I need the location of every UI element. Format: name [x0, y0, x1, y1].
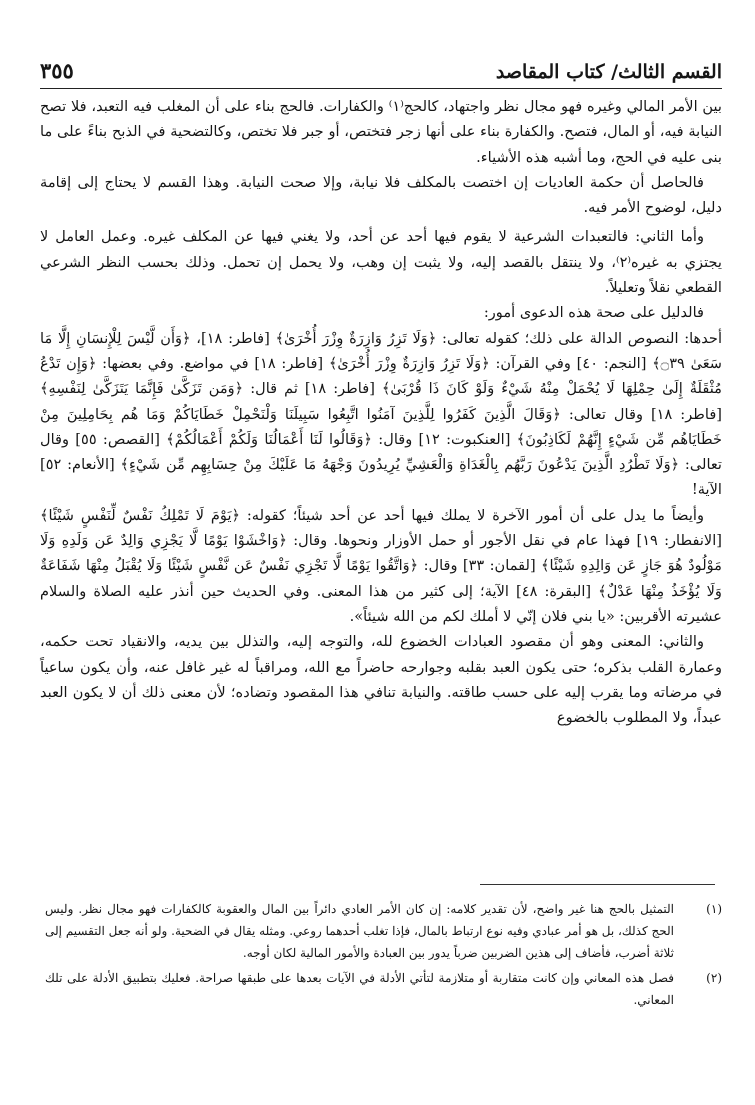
paragraph-6: وأيضاً ما يدل على أن أمور الآخرة لا يملك فيها أحد عن أحد شيئاً؛ كقوله: ﴿يَوْمَ لَا تَمْلِكُ نَفْسٌ لِّنَفْسٍ شَيْئًا﴾ [الانفطار: ١٩] فهذا عام في نقل الأجور أو حمل الأوزار ونحوها. وقال: ﴿وَاخْشَوْا يَوْمًا لَّا يَجْزِي وَالِدٌ عَن وَلَدِهِ وَلَا مَوْلُودٌ هُوَ جَازٍ عَن وَالِدِهِ شَيْئًا﴾ [لقمان: ٣٣] وقال: ﴿وَاتَّقُوا يَوْمًا لَّا تَجْزِي نَفْسٌ عَن نَّفْسٍ شَيْئًا وَلَا يُقْبَلُ مِنْهَا شَفَاعَةٌ وَلَا يُؤْخَذُ مِنْهَا عَدْلٌ﴾ [البقرة: ٤٨] الآية؛ إلى كثير من هذا المعنى. وفي الحديث حين أنذر عليه الصلاة والسلام عشيرته الأقربين: «يا بني فلان إنّي لا أملك لكم من الله شيئاً».	[40, 506, 722, 625]
footnote-text: التمثيل بالحج هنا غير واضح، لأن تقدير كلامه: إن كان الأمر العادي دائراً بين المال والعقوبة كالكفارات فهو مجال نظر. وليس الحج كذلك، بل هو أمر عبادي وفيه نوع ارتباط بالمال، فإذا تغلب أحدهما روعي. ومثله يقال في الضحية. ولو أنه جعل التقسيم إلى ثلاثة أضرب، فأضاف إلى هذين الضربين ضرباً يدور بين العبادة والأمور المالية لكان أوجه.	[45, 902, 674, 960]
paragraph-7: والثاني: المعنى وهو أن مقصود العبادات الخضوع لله، والتوجه إليه، والتذلل بين يديه، والانقياد تحت حكمه، وعمارة القلب بذكره؛ حتى يكون العبد بقلبه وجوارحه حاضراً مع الله، ومراقباً له غير غافل عنه، وأن يكون ساعياً في مرضاته وما يقرب إليه على حسب طاقته. والنيابة تنافي هذا المقصود وتضاده؛ لأن معنى ذلك أن لا يكون العبد عبداً، ولا المطلوب بالخضوع	[40, 633, 722, 727]
page-number: ٣٥٥	[40, 58, 74, 83]
paragraph-4: فالدليل على صحة هذه الدعوى أمور:	[483, 304, 704, 322]
footnotes	[45, 898, 722, 1014]
paragraph-2: فالحاصل أن حكمة العاديات إن اختصت بالمكلف فلا نيابة، وإلا صحت النيابة. وهذا القسم لا يحتاج إلى إقامة دليل، لوضوح الأمر فيه.	[40, 173, 722, 217]
paragraph-1: بين الأمر المالي وغيره فهو مجال نظر واجتهاد، كالحج⁽١⁾ والكفارات. فالحج بناء على أن المغلب فيه التعبد، فلا تصح النيابة فيه، أو المال، فتصح. والكفارة بناء على أنها زجر فتختص، أو جبر فلا تختص، وكالتضحية في الذبح بناءً على ما بنى عليه في الحج، وما أشبه هذه الأشياء.	[40, 98, 722, 166]
footnote-2	[45, 967, 722, 1011]
page-header	[40, 58, 722, 89]
paragraph-5: أحدها: النصوص الدالة على ذلك؛ كقوله تعالى: ﴿وَلَا تَزِرُ وَازِرَةٌ وِزْرَ أُخْرَىٰ﴾ [فاطر: ١٨]، ﴿وَأَن لَّيْسَ لِلْإِنسَانِ إِلَّا مَا سَعَىٰ ۝٣٩﴾ [النجم: ٤٠] وفي القرآن: ﴿وَلَا تَزِرُ وَازِرَةٌ وِزْرَ أُخْرَىٰ﴾ [فاطر: ١٨] في مواضع. وفي بعضها: ﴿وَإِن تَدْعُ مُثْقَلَةٌ إِلَىٰ حِمْلِهَا لَا يُحْمَلْ مِنْهُ شَيْءٌ وَلَوْ كَانَ ذَا قُرْبَىٰ﴾ [فاطر: ١٨] ثم قال: ﴿وَمَن تَزَكَّىٰ فَإِنَّمَا يَتَزَكَّىٰ لِنَفْسِهِ﴾ [فاطر: ١٨] وقال تعالى: ﴿وَقَالَ الَّذِينَ كَفَرُوا لِلَّذِينَ آمَنُوا اتَّبِعُوا سَبِيلَنَا وَلْنَحْمِلْ خَطَايَاكُمْ وَمَا هُم بِحَامِلِينَ مِنْ خَطَايَاهُم مِّن شَيْءٍ إِنَّهُمْ لَكَاذِبُونَ﴾ [العنكبوت: ١٢] وقال: ﴿وَقَالُوا لَنَا أَعْمَالُنَا وَلَكُمْ أَعْمَالُكُمْ﴾ [القصص: ٥٥] وقال تعالى: ﴿وَلَا تَطْرُدِ الَّذِينَ يَدْعُونَ رَبَّهُم بِالْغَدَاةِ وَالْعَشِيِّ يُرِيدُونَ وَجْهَهُ مَا عَلَيْكَ مِنْ حِسَابِهِم مِّن شَيْءٍ﴾ [الأنعام: ٥٢] الآية!	[40, 329, 723, 499]
footnote-number: (٢)	[706, 971, 722, 985]
footnote-number: (١)	[706, 902, 722, 916]
footnote-1	[45, 898, 722, 964]
footnote-separator	[480, 884, 715, 885]
paragraph-3: وأما الثاني: فالتعبدات الشرعية لا يقوم فيها أحد عن أحد، ولا يغني فيها عن المكلف غيره. وعمل العامل لا يجتزي به غيره⁽٢⁾، ولا ينتقل بالقصد إليه، ولا يثبت إن وهب، ولا يحمل إن تحمل. وذلك بحسب النظر الشرعي القطعي نقلاً وتعليلاً.	[40, 228, 722, 297]
main-text	[40, 94, 722, 730]
running-title: القسم الثالث/ كتاب المقاصد	[495, 61, 722, 83]
footnote-text: فصل هذه المعاني وإن كانت متقاربة أو متلازمة لتأتي الأدلة في الآيات بعدها على طبقها صراحة. فعليك بتطبيق الأدلة على تلك المعاني.	[45, 971, 674, 1007]
